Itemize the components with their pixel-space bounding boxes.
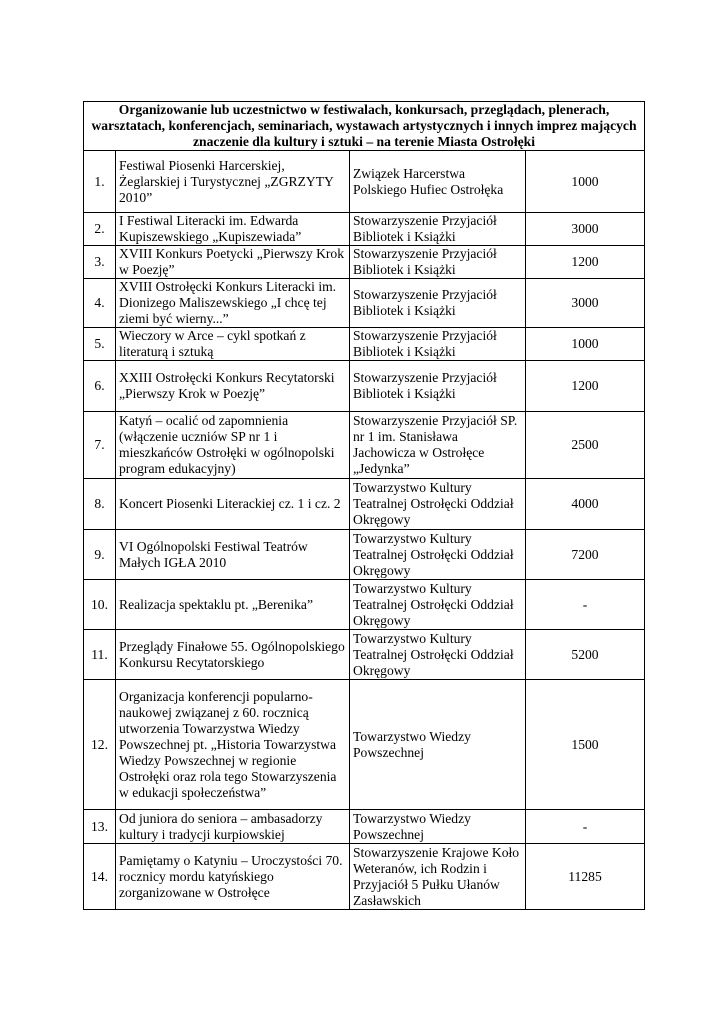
row-number: 14. — [84, 844, 116, 910]
amount-value: 7200 — [526, 530, 645, 580]
row-number: 8. — [84, 479, 116, 530]
table-row — [84, 630, 645, 680]
amount-value: 2500 — [526, 412, 645, 479]
amount-value: - — [526, 580, 645, 630]
organizer-name: Stowarzyszenie Przyjaciół Bibliotek i Książki — [350, 213, 526, 246]
organizer-name: Towarzystwo Kultury Teatralnej Ostrołęcki Oddział Okręgowy — [350, 630, 526, 680]
event-name: Wieczory w Arce – cykl spotkań z literaturą i sztuką — [116, 328, 350, 361]
table-caption-row — [84, 102, 645, 151]
table-row — [84, 279, 645, 328]
organizer-name: Towarzystwo Wiedzy Powszechnej — [350, 810, 526, 844]
organizer-name: Stowarzyszenie Krajowe Koło Weteranów, ich Rodzin i Przyjaciół 5 Pułku Ułanów Zasławskich — [350, 844, 526, 910]
amount-value: 5200 — [526, 630, 645, 680]
organizer-name: Stowarzyszenie Przyjaciół Bibliotek i Książki — [350, 246, 526, 279]
table-row — [84, 151, 645, 213]
table-row — [84, 213, 645, 246]
table-row — [84, 412, 645, 479]
organizer-name: Stowarzyszenie Przyjaciół Bibliotek i Książki — [350, 279, 526, 328]
table-row — [84, 246, 645, 279]
event-name: I Festiwal Literacki im. Edwarda Kupiszewskiego „Kupiszewiada” — [116, 213, 350, 246]
row-number: 3. — [84, 246, 116, 279]
amount-value: 1000 — [526, 328, 645, 361]
table-row — [84, 810, 645, 844]
organizer-name: Stowarzyszenie Przyjaciół SP. nr 1 im. Stanisława Jachowicza w Ostrołęce „Jedynka” — [350, 412, 526, 479]
events-table — [83, 101, 645, 910]
amount-value: 1500 — [526, 680, 645, 810]
table-row — [84, 844, 645, 910]
organizer-name: Stowarzyszenie Przyjaciół Bibliotek i Książki — [350, 328, 526, 361]
event-name: Koncert Piosenki Literackiej cz. 1 i cz. 2 — [116, 479, 350, 530]
amount-value: 1200 — [526, 361, 645, 412]
row-number: 5. — [84, 328, 116, 361]
table-row — [84, 580, 645, 630]
amount-value: 11285 — [526, 844, 645, 910]
amount-value: 3000 — [526, 279, 645, 328]
event-name: Przeglądy Finałowe 55. Ogólnopolskiego Konkursu Recytatorskiego — [116, 630, 350, 680]
table-body — [84, 151, 645, 910]
amount-value: 4000 — [526, 479, 645, 530]
event-name: Festiwal Piosenki Harcerskiej, Żeglarskiej i Turystycznej „ZGRZYTY 2010” — [116, 151, 350, 213]
organizer-name: Towarzystwo Kultury Teatralnej Ostrołęcki Oddział Okręgowy — [350, 479, 526, 530]
event-name: Realizacja spektaklu pt. „Berenika” — [116, 580, 350, 630]
event-name: XXIII Ostrołęcki Konkurs Recytatorski „Pierwszy Krok w Poezję” — [116, 361, 350, 412]
amount-value: 1000 — [526, 151, 645, 213]
amount-value: - — [526, 810, 645, 844]
organizer-name: Towarzystwo Kultury Teatralnej Ostrołęcki Oddział Okręgowy — [350, 530, 526, 580]
organizer-name: Towarzystwo Kultury Teatralnej Ostrołęcki Oddział Okręgowy — [350, 580, 526, 630]
row-number: 2. — [84, 213, 116, 246]
event-name: Od juniora do seniora – ambasadorzy kultury i tradycji kurpiowskiej — [116, 810, 350, 844]
row-number: 13. — [84, 810, 116, 844]
row-number: 12. — [84, 680, 116, 810]
organizer-name: Towarzystwo Wiedzy Powszechnej — [350, 680, 526, 810]
table-row — [84, 361, 645, 412]
row-number: 1. — [84, 151, 116, 213]
event-name: VI Ogólnopolski Festiwal Teatrów Małych IGŁA 2010 — [116, 530, 350, 580]
row-number: 10. — [84, 580, 116, 630]
event-name: Organizacja konferencji popularno-naukowej związanej z 60. rocznicą utworzenia Towarzystwa Wiedzy Powszechnej pt. „Historia Towarzystwa Wiedzy Powszechnej w regionie Ostrołęki oraz rola tego Stowarzyszenia w edukacji społeczeństwa” — [116, 680, 350, 810]
event-name: XVIII Ostrołęcki Konkurs Literacki im. Dionizego Maliszewskiego „I chcę tej ziemi być wierny...” — [116, 279, 350, 328]
organizer-name: Związek Harcerstwa Polskiego Hufiec Ostrołęka — [350, 151, 526, 213]
event-name: Katyń – ocalić od zapomnienia (włączenie uczniów SP nr 1 i mieszkańców Ostrołęki w ogólnopolski program edukacyjny) — [116, 412, 350, 479]
event-name: XVIII Konkurs Poetycki „Pierwszy Krok w Poezję” — [116, 246, 350, 279]
amount-value: 3000 — [526, 213, 645, 246]
table-row — [84, 530, 645, 580]
row-number: 4. — [84, 279, 116, 328]
table-row — [84, 680, 645, 810]
amount-value: 1200 — [526, 246, 645, 279]
table-row — [84, 328, 645, 361]
row-number: 9. — [84, 530, 116, 580]
row-number: 7. — [84, 412, 116, 479]
row-number: 11. — [84, 630, 116, 680]
event-name: Pamiętamy o Katyniu – Uroczystości 70. rocznicy mordu katyńskiego zorganizowane w Ostrołęce — [116, 844, 350, 910]
organizer-name: Stowarzyszenie Przyjaciół Bibliotek i Książki — [350, 361, 526, 412]
table-row — [84, 479, 645, 530]
table-caption: Organizowanie lub uczestnictwo w festiwalach, konkursach, przeglądach, plenerach, warsztatach, konferencjach, seminariach, wystawach artystycznych i innych imprez mających znaczenie dla kultury i sztuki – na terenie Miasta Ostrołęki — [84, 102, 645, 151]
row-number: 6. — [84, 361, 116, 412]
